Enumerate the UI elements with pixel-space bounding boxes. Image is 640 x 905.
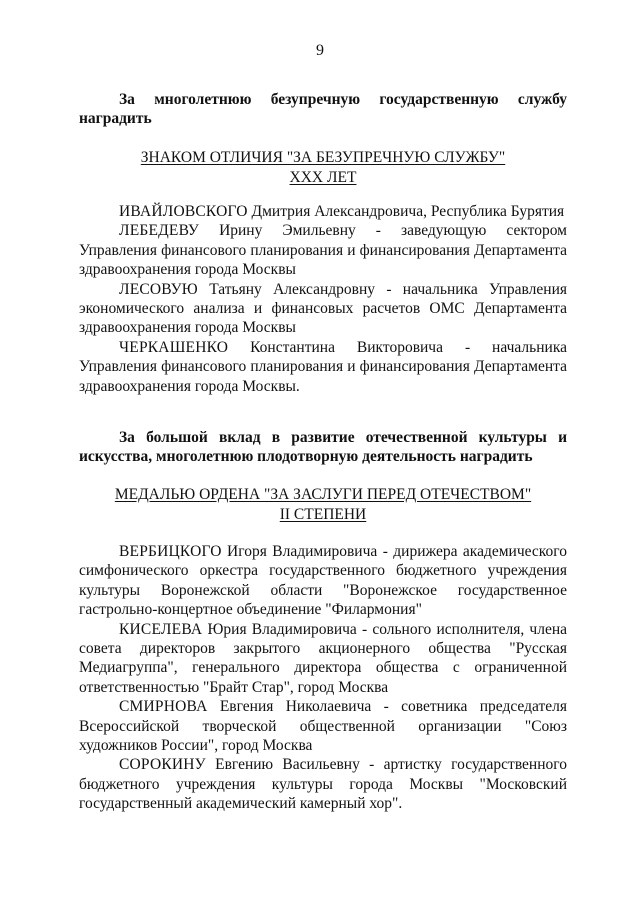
awardee-entry <box>79 542 567 620</box>
awardee-details: Юрия Владимировича - сольного исполнителя, члена совета директоров закрытого акционерного общества "Русская Медиагруппа", генерального директора общества с ограниченной ответственностью "Брайт Стар", город Москва <box>79 620 567 696</box>
awardee-entry <box>79 697 567 755</box>
awardee-surname: ВЕРБИЦКОГО <box>119 543 222 560</box>
awardee-surname: КИСЕЛЕВА <box>119 620 203 638</box>
awardee-entry <box>79 202 567 221</box>
awardee-details: Константина Викторовича - начальника Управления финансового планирования и финансирования Департамента здравоохранения города Москвы. <box>79 338 567 395</box>
award-title-1 <box>79 148 567 187</box>
awardee-entry <box>79 755 567 813</box>
award-intro-1: За многолетнюю безупречную государственную службу наградить <box>79 91 567 128</box>
awardee-surname: ЛЕСОВУЮ <box>119 280 198 298</box>
award-intro-2: За большой вклад в развитие отечественной культуры и искусства, многолетнюю плодотворную деятельность наградить <box>79 429 567 466</box>
award-title-1-line-2: XXX ЛЕТ <box>289 168 357 186</box>
awardee-entry <box>79 338 567 396</box>
award-title-2 <box>79 485 567 524</box>
award-list-2 <box>79 542 567 814</box>
awardee-details: Дмитрия Александровича, Республика Бурятия <box>247 203 565 220</box>
awardee-details: Евгению Васильевну - артистку государственного бюджетного учреждения культуры города Москвы "Московский государственный академический камерный хор". <box>79 756 567 813</box>
awardee-entry <box>79 620 567 698</box>
awardee-entry <box>79 280 567 338</box>
awardee-surname: ЛЕБЕДЕВУ <box>119 222 200 240</box>
award-title-1-line-1: ЗНАКОМ ОТЛИЧИЯ "ЗА БЕЗУПРЕЧНУЮ СЛУЖБУ" <box>140 149 506 166</box>
awardee-details: Евгения Николаевича - советника председателя Всероссийской творческой общественной организации "Союз художников России", город Москва <box>79 698 567 755</box>
awardee-surname: ИВАЙЛОВСКОГО <box>119 203 248 220</box>
awardee-details: Игоря Владимировича - дирижера академического симфонического оркестра государственного бюджетного учреждения культуры Воронежской области "Воронежское государственное гастрольно-концертное объединение "Филармония" <box>79 543 567 619</box>
page-number: 9 <box>316 42 324 59</box>
awardee-details: Татьяну Александровну - начальника Управления экономического анализа и финансовых расчетов ОМС Департамента здравоохранения города Москвы <box>79 280 567 337</box>
awardee-entry <box>79 221 567 279</box>
awardee-surname: ЧЕРКАШЕНКО <box>119 338 229 356</box>
awardee-details: Ирину Эмильевну - заведующую сектором Управления финансового планирования и финансирования Департамента здравоохранения города Москвы <box>79 222 567 279</box>
award-title-2-line-1: МЕДАЛЬЮ ОРДЕНА "ЗА ЗАСЛУГИ ПЕРЕД ОТЕЧЕСТВОМ" <box>114 486 532 503</box>
awardee-surname: СОРОКИНУ <box>119 756 206 774</box>
award-list-1 <box>79 202 567 396</box>
awardee-surname: СМИРНОВА <box>119 698 208 716</box>
award-title-2-line-2: II СТЕПЕНИ <box>279 505 367 523</box>
